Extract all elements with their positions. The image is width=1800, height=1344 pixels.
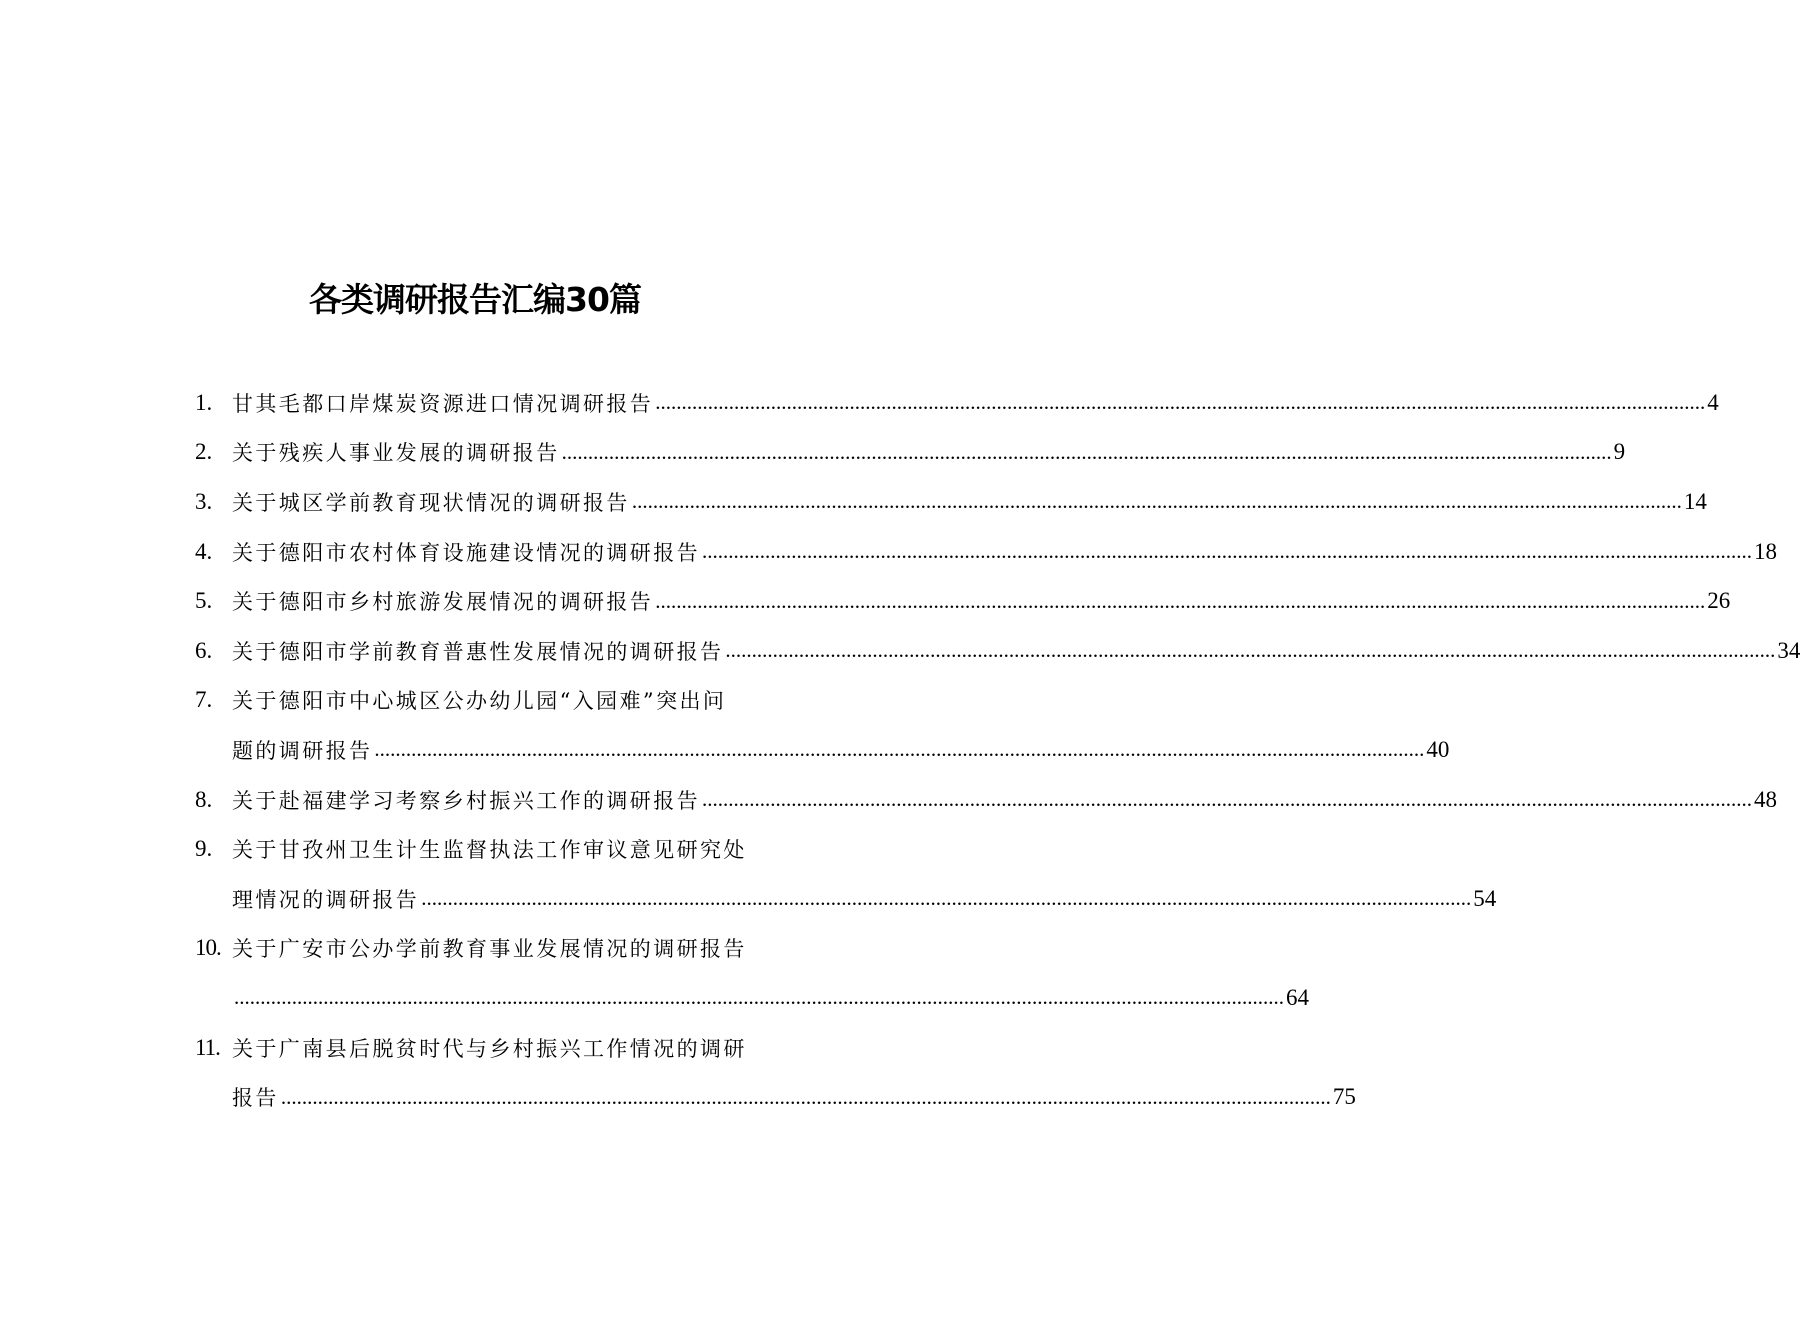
toc-entry-title: 甘其毛都口岸煤炭资源进口情况调研报告: [232, 391, 654, 416]
toc-entry-number: 1.: [195, 389, 213, 415]
toc-leader-dots: ........................................................................................................................................................................................................: [655, 588, 1706, 613]
toc-page-number: 9: [1613, 439, 1626, 465]
toc-entry[interactable]: [195, 576, 1731, 626]
toc-entry-number: 8.: [195, 786, 213, 812]
toc-entry-number: 2.: [195, 439, 213, 465]
toc-entry[interactable]: [195, 527, 1777, 577]
toc-leader-dots: ........................................................................................................................................................................................................: [725, 638, 1776, 663]
toc-entry-title: 关于残疾人事业发展的调研报告: [232, 441, 560, 466]
toc-entry-title: 关于德阳市乡村旅游发展情况的调研报告: [232, 590, 654, 615]
toc-entry-title: 关于广南县后脱贫时代与乡村振兴工作情况的调研: [232, 1036, 747, 1061]
toc-entry-number: 4.: [195, 538, 213, 564]
toc-entry-number: 3.: [195, 488, 213, 514]
toc-entry[interactable]: [195, 477, 1707, 527]
toc-entry-number: 7.: [195, 687, 213, 713]
toc-entry-title: 关于德阳市中心城区公办幼儿园“入园难”突出问: [232, 689, 727, 714]
toc-leader-dots: ........................................................................................................................................................................................................: [655, 390, 1706, 415]
toc-page-number: 48: [1754, 786, 1777, 812]
toc-page-number: 34: [1777, 637, 1800, 663]
toc-entry-number: 5.: [195, 588, 213, 614]
toc-leader-dots: ........................................................................................................................................................................................................: [561, 439, 1612, 464]
toc-page-number: 75: [1332, 1084, 1356, 1110]
toc-page-number: 64: [1286, 984, 1309, 1010]
toc-entry[interactable]: [195, 824, 810, 874]
toc-entry-title: 关于城区学前教育现状情况的调研报告: [232, 490, 630, 515]
toc-entry[interactable]: [195, 874, 1497, 924]
toc-page-number: 54: [1473, 885, 1497, 911]
toc-leader-dots: ........................................................................................................................................................................................................: [280, 1084, 1331, 1109]
toc-entry[interactable]: [195, 924, 810, 974]
toc-entry[interactable]: [195, 428, 1626, 478]
toc-leader-dots: ........................................................................................................................................................................................................: [702, 787, 1752, 812]
toc-entry-title: 理情况的调研报告: [232, 887, 420, 912]
toc-entry-title: 题的调研报告: [232, 738, 373, 763]
toc-entry[interactable]: [195, 973, 1309, 1023]
toc-leader-dots: ........................................................................................................................................................................................................: [631, 489, 1682, 514]
toc-entry-title: 关于德阳市农村体育设施建设情况的调研报告: [232, 540, 700, 565]
toc-entry-title: 报告: [232, 1086, 279, 1111]
toc-entry-number: 10.: [195, 935, 221, 961]
toc-page-number: 40: [1426, 736, 1450, 762]
toc-entry[interactable]: [195, 626, 1800, 676]
table-of-contents: [195, 378, 1800, 1122]
toc-entry[interactable]: [195, 775, 1777, 825]
toc-leader-dots: ........................................................................................................................................................................................................: [234, 985, 1284, 1010]
toc-page-number: 14: [1683, 488, 1707, 514]
toc-entry-title: 关于广安市公办学前教育事业发展情况的调研报告: [232, 937, 747, 962]
toc-entry-title: 关于赴福建学习考察乡村振兴工作的调研报告: [232, 788, 700, 813]
toc-leader-dots: ........................................................................................................................................................................................................: [421, 886, 1472, 911]
toc-entry-title: 关于德阳市学前教育普惠性发展情况的调研报告: [232, 639, 724, 664]
toc-entry-title: 关于甘孜州卫生计生监督执法工作审议意见研究处: [232, 838, 747, 863]
toc-entry[interactable]: [195, 378, 1719, 428]
toc-entry-number: 6.: [195, 637, 213, 663]
toc-entry-number: 11.: [195, 1034, 220, 1060]
toc-page-number: 26: [1707, 588, 1731, 614]
toc-page-number: 18: [1754, 538, 1777, 564]
toc-page-number: 4: [1707, 389, 1719, 415]
toc-leader-dots: ........................................................................................................................................................................................................: [702, 539, 1752, 564]
toc-entry[interactable]: [195, 1023, 810, 1073]
toc-leader-dots: ........................................................................................................................................................................................................: [374, 737, 1425, 762]
toc-entry[interactable]: [195, 725, 1450, 775]
toc-entry[interactable]: [195, 1072, 1356, 1122]
toc-entry-number: 9.: [195, 836, 213, 862]
page-title: 各类调研报告汇编30篇: [309, 280, 641, 319]
toc-entry[interactable]: [195, 676, 810, 726]
